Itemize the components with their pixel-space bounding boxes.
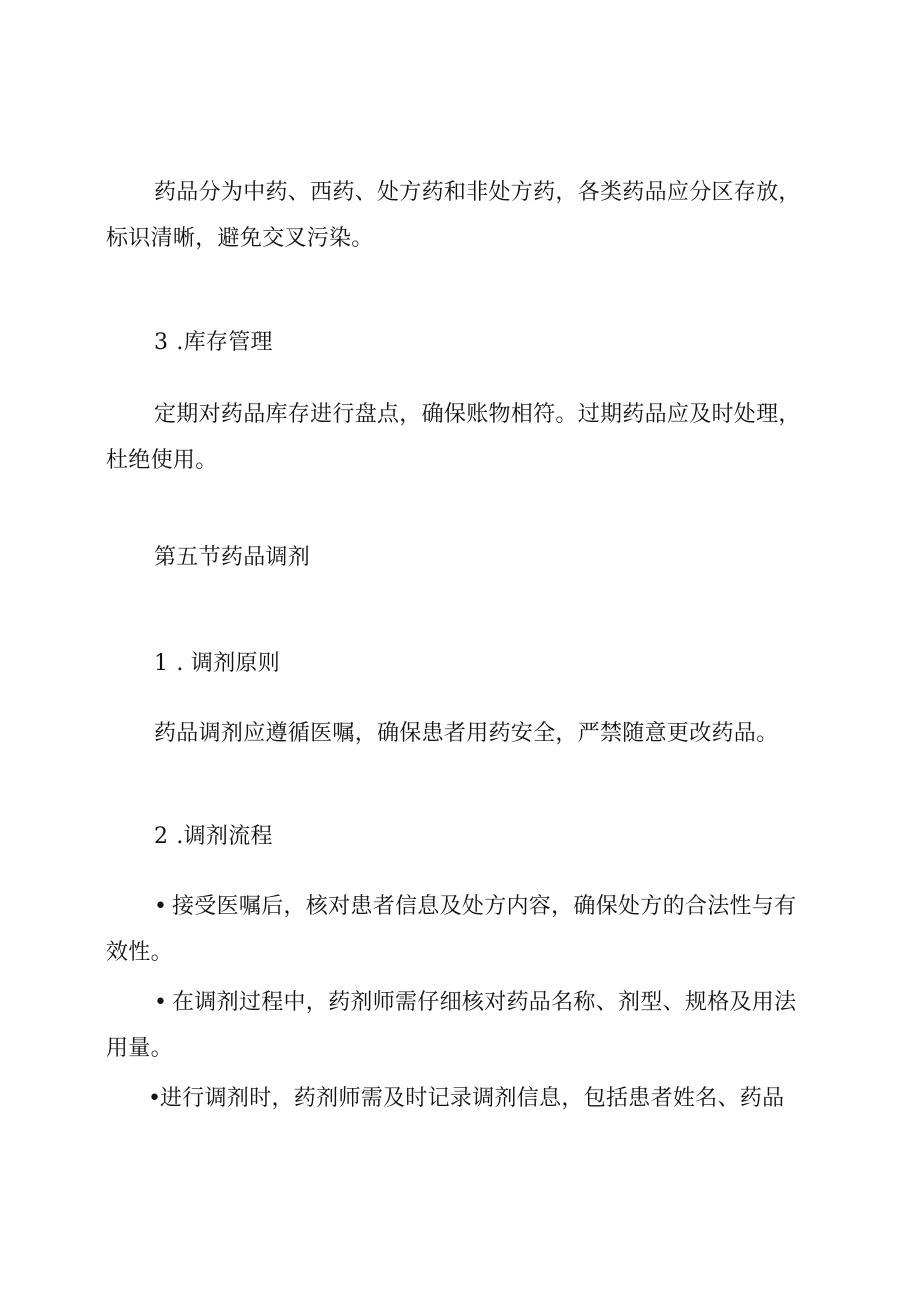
paragraph-inventory: 定期对药品库存进行盘点，确保账物相符。过期药品应及时处理，杜绝使用。: [106, 402, 801, 473]
heading-number: 3: [154, 330, 169, 355]
heading-number: 2: [154, 824, 169, 849]
bullet-item: [106, 1076, 818, 1122]
bullet-icon: •: [154, 990, 168, 1015]
bullet-text: 在调剂过程中，药剂师需仔细核对药品名称、剂型、规格及用法用量。: [106, 990, 797, 1061]
bullet-text: 接受医嘱后，核对患者信息及处方内容，确保处方的合法性与有效性。: [106, 894, 797, 965]
heading-inventory: [154, 328, 273, 358]
bullet-icon: •: [154, 894, 168, 919]
heading-text: . 调剂原则: [176, 651, 281, 676]
heading-number: 1: [154, 651, 169, 676]
heading-principle: [154, 649, 280, 679]
section-title: 第五节药品调剂: [154, 545, 311, 570]
heading-text: .调剂流程: [176, 824, 273, 849]
bullet-item: [106, 884, 818, 976]
heading-process: [154, 822, 273, 852]
paragraph-principle: 药品调剂应遵循医嘱，确保患者用药安全，严禁随意更改药品。: [154, 721, 779, 746]
heading-text: .库存管理: [176, 330, 273, 355]
paragraph-storage: 药品分为中药、西药、处方药和非处方药，各类药品应分区存放，标识清晰，避免交叉污染。: [106, 180, 801, 251]
bullet-text: 进行调剂时，药剂师需及时记录调剂信息，包括患者姓名、药品: [160, 1086, 785, 1111]
bullet-item: [106, 980, 818, 1072]
bullet-icon: •: [148, 1086, 162, 1111]
